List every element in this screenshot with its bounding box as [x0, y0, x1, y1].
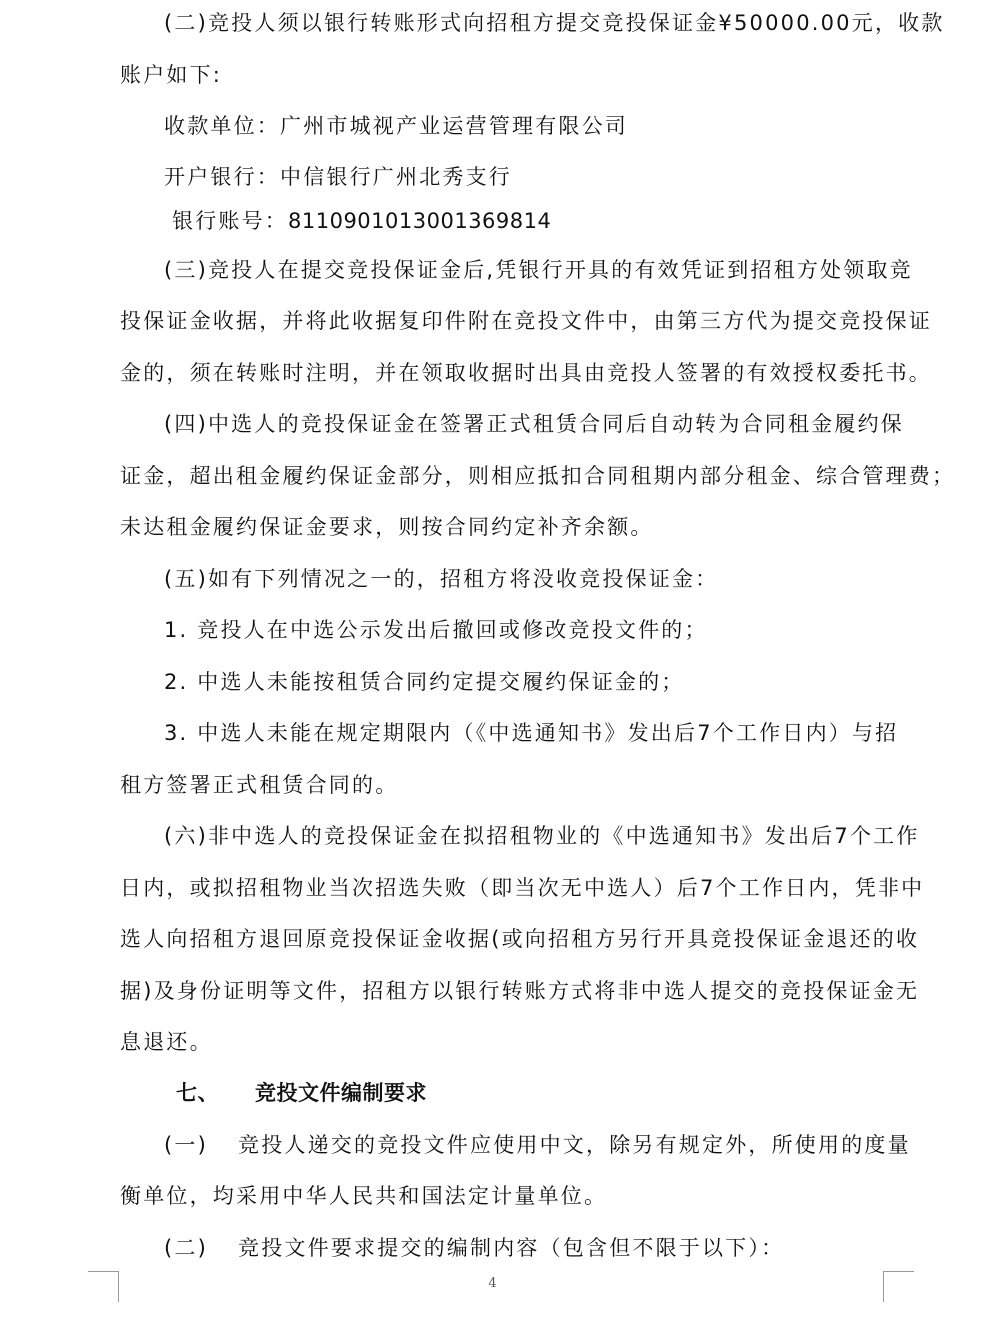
paragraph-3-line-1: (三)竞投人在提交竞投保证金后,凭银行开具的有效凭证到招租方处领取竞: [164, 258, 913, 282]
paragraph-6-line-2: 日内，或拟招租物业当次招选失败（即当次无中选人）后7个工作日内，凭非中: [120, 876, 925, 900]
section-item-1-line-1: [164, 1132, 911, 1158]
paragraph-6-line-1: (六)非中选人的竞投保证金在拟招租物业的《中选通知书》发出后7个工作: [164, 824, 920, 848]
section-item-1-text: 竞投人递交的竞投文件应使用中文，除另有规定外，所使用的度量: [238, 1133, 911, 1157]
paragraph-2-line-2: 账户如下:: [120, 63, 223, 87]
paragraph-4-line-1: (四)中选人的竞投保证金在签署正式租赁合同后自动转为合同租金履约保: [164, 412, 904, 436]
section-number: 七、: [176, 1081, 219, 1105]
account-line: [172, 208, 551, 234]
paragraph-2-line-1: (二)竞投人须以银行转账形式向招租方提交竞投保证金¥50000.00元，收款: [164, 11, 945, 35]
section-title: 竞投文件编制要求: [255, 1081, 427, 1105]
payee-line: 收款单位：广州市城视产业运营管理有限公司: [164, 114, 628, 138]
list-item-3-line-2: 租方签署正式租赁合同的。: [120, 773, 399, 797]
paragraph-3-line-3: 金的，须在转账时注明，并在领取收据时出具由竞投人签署的有效授权委托书。: [120, 361, 932, 385]
section-heading: [176, 1080, 427, 1106]
list-item-2: 2. 中选人未能按租赁合同约定提交履约保证金的；: [164, 670, 685, 694]
list-item-1: 1. 竞投人在中选公示发出后撤回或修改竞投文件的；: [164, 618, 708, 642]
paragraph-3-line-2: 投保证金收据，并将此收据复印件附在竞投文件中，由第三方代为提交竞投保证: [120, 309, 932, 333]
paragraph-5-line-1: (五)如有下列情况之一的，招租方将没收竞投保证金：: [164, 567, 719, 591]
section-item-2-label: (二): [164, 1236, 208, 1260]
bank-line: 开户银行：中信银行广州北秀支行: [164, 165, 512, 189]
paragraph-4-line-3: 未达租金履约保证金要求，则按合同约定补齐余额。: [120, 515, 654, 539]
section-item-1-line-2: 衡单位，均采用中华人民共和国法定计量单位。: [120, 1184, 608, 1208]
section-item-1-label: (一): [164, 1133, 208, 1157]
section-item-2-text: 竞投文件要求提交的编制内容（包含但不限于以下）：: [238, 1236, 785, 1260]
section-item-2-line-1: [164, 1235, 784, 1261]
paragraph-4-line-2: 证金，超出租金履约保证金部分，则相应抵扣合同租期内部分租金、综合管理费；: [120, 464, 956, 488]
paragraph-6-line-5: 息退还。: [120, 1030, 213, 1054]
page-number: 4: [488, 1276, 497, 1291]
paragraph-6-line-4: 据)及身份证明等文件，招租方以银行转账方式将非中选人提交的竞投保证金无: [120, 979, 920, 1003]
paragraph-6-line-3: 选人向招租方退回原竞投保证金收据(或向招租方另行开具竞投保证金退还的收: [120, 927, 920, 951]
list-item-3-line-1: 3. 中选人未能在规定期限内（《中选通知书》发出后7个工作日内）与招: [164, 721, 899, 745]
account-number: 8110901013001369814: [288, 209, 552, 233]
account-label: 银行账号：: [172, 209, 288, 233]
